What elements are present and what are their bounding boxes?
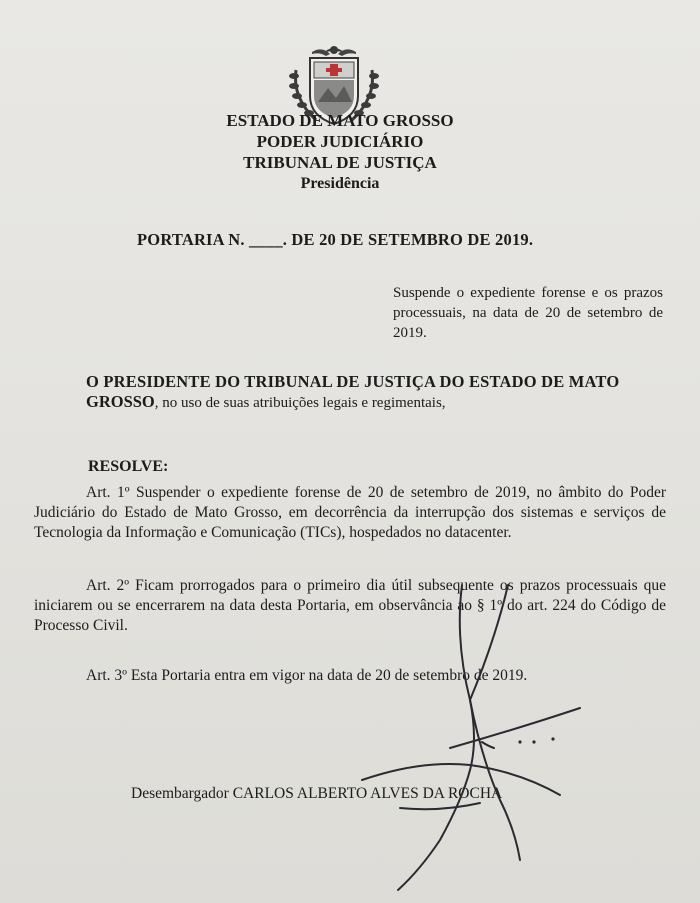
article-2: Art. 2º Ficam prorrogados para o primeiro dia útil subsequente os prazos processuais que iniciarem ou se encerrarem na data desta Portaria, em observância ao § 1º do art. 224 do Código de Processo Civil. <box>34 577 666 634</box>
resolve-heading: RESOLVE: <box>88 458 169 475</box>
letterhead <box>180 110 500 194</box>
summary: Suspende o expediente forense e os prazos processuais, na data de 20 de setembro de 2019. <box>393 285 663 341</box>
article-3: Art. 3º Esta Portaria entra em vigor na data de 20 de setembro de 2019. <box>86 667 528 684</box>
signer-name: Desembargador CARLOS ALBERTO ALVES DA ROCHA <box>131 785 503 802</box>
header-presidency: Presidência <box>300 175 380 192</box>
article-1: Art. 1º Suspender o expediente forense de 20 de setembro de 2019, no âmbito do Poder Judiciário do Estado de Mato Grosso, em decorrência da interrupção dos sistemas e serviços de Tecnologia da Informação e Comunicação (TICs), hospedados no datacenter. <box>34 484 666 541</box>
header-state: ESTADO DE MATO GROSSO <box>226 111 454 130</box>
preamble-bold-2: GROSSO <box>86 392 155 411</box>
preamble <box>86 372 666 413</box>
preamble-bold: O PRESIDENTE DO TRIBUNAL DE JUSTIÇA DO ESTADO DE MATO <box>86 372 620 391</box>
header-court: TRIBUNAL DE JUSTIÇA <box>243 153 437 172</box>
preamble-rest <box>86 392 666 413</box>
header-power: PODER JUDICIÁRIO <box>256 132 424 151</box>
preamble-text: , no uso de suas atribuições legais e regimentais, <box>154 395 446 411</box>
document-title: PORTARIA N. ____. DE 20 DE SETEMBRO DE 2019. <box>137 230 534 249</box>
